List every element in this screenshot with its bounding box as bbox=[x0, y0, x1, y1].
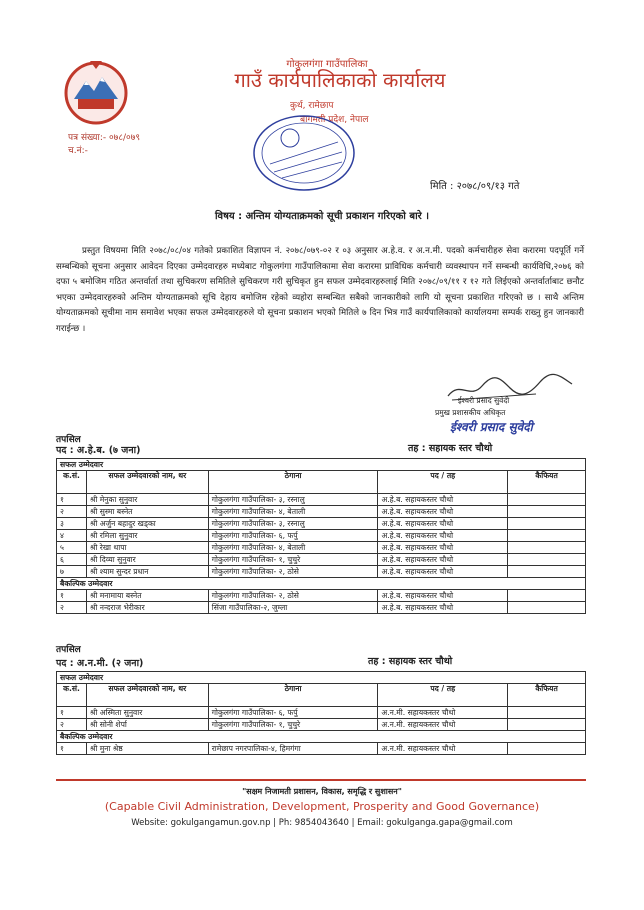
cell-remarks bbox=[508, 506, 586, 518]
cell-name: श्री रमिला सुनुवार bbox=[86, 530, 208, 542]
table-row bbox=[57, 602, 586, 614]
table-row bbox=[57, 494, 586, 506]
cell-remarks bbox=[508, 602, 586, 614]
letter-date: मिति : २०७८/०९/१३ गते bbox=[430, 181, 520, 192]
table-row bbox=[57, 719, 586, 731]
post-level: तह : सहायक स्तर चौथो bbox=[408, 443, 493, 454]
cell-name: श्री मनामाया बस्नेत bbox=[86, 590, 208, 602]
office-name-small: गोकुलगंगा गाउँपालिका bbox=[286, 59, 368, 70]
signatory-name: ईश्वरी प्रसाद सुवेदी bbox=[458, 396, 510, 405]
cell-post: अ.हे.ब. सहायकस्तर चौथो bbox=[378, 518, 508, 530]
group-title: बैकल्पिक उम्मेदवार bbox=[57, 731, 586, 743]
cell-remarks bbox=[508, 566, 586, 578]
candidate-table bbox=[56, 458, 586, 614]
cell-address: गोकुलगंगा गाउँपालिका- ३, रस्नालु bbox=[208, 518, 378, 530]
cell-no: ६ bbox=[57, 554, 87, 566]
cell-address: सिंजा गाउँपालिका-२, जुम्ला bbox=[208, 602, 378, 614]
cell-no: ५ bbox=[57, 542, 87, 554]
cell-remarks bbox=[508, 518, 586, 530]
header-cell: कैफियत bbox=[508, 471, 586, 494]
footer-motto-nepali: "सक्षम निजामती प्रशासन, विकास, समृद्धि र सुशासन" bbox=[242, 787, 402, 796]
cell-post: अ.हे.ब. सहायकस्तर चौथो bbox=[378, 530, 508, 542]
cell-name: श्री रेखा थापा bbox=[86, 542, 208, 554]
section-label: तपसिल bbox=[56, 645, 81, 655]
cell-post: अ.हे.ब. सहायकस्तर चौथो bbox=[378, 506, 508, 518]
cell-address: गोकुलगंगा गाउँपालिका- २, ठोसे bbox=[208, 590, 378, 602]
cell-remarks bbox=[508, 719, 586, 731]
cell-post: अ.हे.ब. सहायकस्तर चौथो bbox=[378, 554, 508, 566]
cell-address: गोकुलगंगा गाउँपालिका- १, चुचुरे bbox=[208, 719, 378, 731]
cell-no: १ bbox=[57, 707, 87, 719]
cell-post: अ.न.मी. सहायकस्तर चौथो bbox=[378, 719, 508, 731]
cell-address: गोकुलगंगा गाउँपालिका- ६, फर्पु bbox=[208, 530, 378, 542]
header-cell: क.सं. bbox=[57, 684, 87, 707]
group-title: सफल उम्मेदवार bbox=[57, 459, 586, 471]
header-cell: क.सं. bbox=[57, 471, 87, 494]
signatory-name-stamp: ईश्वरी प्रसाद सुवेदी bbox=[450, 420, 533, 434]
cell-no: ३ bbox=[57, 518, 87, 530]
table-row bbox=[57, 707, 586, 719]
group-title: बैकल्पिक उम्मेदवार bbox=[57, 578, 586, 590]
cell-address: गोकुलगंगा गाउँपालिका- ६, फर्पु bbox=[208, 707, 378, 719]
cell-address: गोकुलगंगा गाउँपालिका- ४, बेताली bbox=[208, 506, 378, 518]
footer-contact: Website: gokulgangamun.gov.np | Ph: 9854043640 | Email: gokulganga.gapa@gmail.com bbox=[131, 818, 513, 828]
cell-remarks bbox=[508, 494, 586, 506]
candidate-table bbox=[56, 671, 586, 755]
cell-no: २ bbox=[57, 719, 87, 731]
group-row bbox=[57, 672, 586, 684]
cell-remarks bbox=[508, 743, 586, 755]
signatory-title: प्रमुख प्रशासकीय अधिकृत bbox=[435, 408, 506, 417]
table-row bbox=[57, 566, 586, 578]
header-cell: सफल उम्मेदवारको नाम, थर bbox=[86, 684, 208, 707]
cell-post: अ.न.मी. सहायकस्तर चौथो bbox=[378, 707, 508, 719]
letter-subject: विषय : अन्तिम योग्यताक्रमको सूची प्रकाशन गरिएको बारे । bbox=[214, 211, 430, 222]
footer-motto-english: (Capable Civil Administration, Development, Prosperity and Good Governance) bbox=[104, 800, 540, 813]
table-row bbox=[57, 554, 586, 566]
cell-no: १ bbox=[57, 743, 87, 755]
cell-no: ४ bbox=[57, 530, 87, 542]
cell-no: २ bbox=[57, 602, 87, 614]
cell-post: अ.हे.ब. सहायकस्तर चौथो bbox=[378, 494, 508, 506]
cell-name: श्री दिव्या सुनुवार bbox=[86, 554, 208, 566]
cell-no: ७ bbox=[57, 566, 87, 578]
cell-name: श्री अर्जुन बहादुर खड्का bbox=[86, 518, 208, 530]
header-cell: ठेगाना bbox=[208, 471, 378, 494]
office-stamp bbox=[250, 112, 358, 194]
post-title: पद : अ.न.मी. (२ जना) bbox=[56, 658, 144, 669]
cell-name: श्री सुस्मा बस्नेत bbox=[86, 506, 208, 518]
table-row bbox=[57, 530, 586, 542]
cell-post: अ.न.मी. सहायकस्तर चौथो bbox=[378, 743, 508, 755]
header-cell: पद / तह bbox=[378, 684, 508, 707]
table-row bbox=[57, 542, 586, 554]
table-row bbox=[57, 743, 586, 755]
post-level: तह : सहायक स्तर चौथो bbox=[368, 656, 453, 667]
header-cell: पद / तह bbox=[378, 471, 508, 494]
cell-name: श्री श्याम सुन्दर प्रधान bbox=[86, 566, 208, 578]
cell-name: श्री नन्दराज भेरीकार bbox=[86, 602, 208, 614]
cell-address: रामेछाप नगरपालिका-४, हिमगंगा bbox=[208, 743, 378, 755]
letter-body: प्रस्तुत विषयमा मिति २०७८/०८/०४ गतेको प्रकाशित विज्ञापन नं. २०७८/०७९-०२ र ०३ अनुसार अ.हे.व. र अ.न.मी. पदको कर्मचारीहरु सेवा करारमा पदपूर्ति गर्ने सम्बन्धिको सूचना अनुसार आवेदन दिएका उम्मेदवारहरु मध्येबाट गोकुलगंगा गाउँपालिकामा सेवा करारमा प्राविधिक कर्मचारी व्यवस्थापन गर्ने सम्बन्धी कार्यविधि,२०७६ को दफा ५ बमोजिम गठित अन्तर्वार्ता तथा सुचिकरण समितिले सुचिकरण गरी सुचिकृत हुन सफल उम्मेदवारहरुलाई मिति २०७८/०९/११ र १२ गते लिईएको अन्तर्वार्ताबाट छनौट भएका उम्मेदवारहरुको अन्तिम योग्यताक्रमको सूचि देहाय बमोजिम रहेको व्यहोरा सम्बन्धित सबैको जानकारीको लागि यो सूचना प्रकाशित गरिएको छ । साथै अन्तिम योग्यताक्रमको सूचीमा नाम समावेश भएका सफल उम्मेदवारहरुले यो सूचना प्रकाशन भएको मितिले ७ दिन भित्र गाउँ कार्यपालिकाको कार्यालयमा सम्पर्क राख्नु हुन जानकारी गराईन्छ । bbox=[56, 246, 584, 334]
header-cell: ठेगाना bbox=[208, 684, 378, 707]
cell-remarks bbox=[508, 707, 586, 719]
footer-divider bbox=[56, 779, 586, 781]
cell-address: गोकुलगंगा गाउँपालिका- ३, रस्नालु bbox=[208, 494, 378, 506]
cell-no: १ bbox=[57, 590, 87, 602]
cell-remarks bbox=[508, 542, 586, 554]
table-row bbox=[57, 590, 586, 602]
cell-post: अ.हे.ब. सहायकस्तर चौथो bbox=[378, 602, 508, 614]
cell-address: गोकुलगंगा गाउँपालिका- ४, बेताली bbox=[208, 542, 378, 554]
cell-name: श्री अस्मिता सुनुवार bbox=[86, 707, 208, 719]
office-location-line1: कुर्थ, रामेछाप bbox=[290, 101, 334, 111]
cell-name: श्री सोनी शेर्पा bbox=[86, 719, 208, 731]
cell-remarks bbox=[508, 554, 586, 566]
cell-post: अ.हे.ब. सहायकस्तर चौथो bbox=[378, 590, 508, 602]
table-header-row bbox=[57, 684, 586, 707]
office-location-line2: बागमती प्रदेश, नेपाल bbox=[300, 115, 369, 125]
table-row bbox=[57, 506, 586, 518]
cell-address: गोकुलगंगा गाउँपालिका- २, ठोसे bbox=[208, 566, 378, 578]
section-label: तपसिल bbox=[56, 435, 81, 445]
cell-name: श्री मुना श्रेष्ठ bbox=[86, 743, 208, 755]
cell-post: अ.हे.ब. सहायकस्तर चौथो bbox=[378, 542, 508, 554]
cell-remarks bbox=[508, 530, 586, 542]
group-row bbox=[57, 459, 586, 471]
reference-number: पत्र संख्या:- ०७८/०७९ bbox=[68, 133, 141, 143]
post-title: पद : अ.हे.ब. (७ जना) bbox=[56, 445, 141, 456]
group-row bbox=[57, 578, 586, 590]
header-cell: कैफियत bbox=[508, 684, 586, 707]
table-header-row bbox=[57, 471, 586, 494]
header-cell: सफल उम्मेदवारको नाम, थर bbox=[86, 471, 208, 494]
table-row bbox=[57, 518, 586, 530]
office-title: गाउँ कार्यपालिकाको कार्यालय bbox=[234, 68, 446, 92]
cell-no: २ bbox=[57, 506, 87, 518]
cell-name: श्री मेनुका सुनुवार bbox=[86, 494, 208, 506]
cell-no: १ bbox=[57, 494, 87, 506]
dispatch-number: च.नं:- bbox=[68, 146, 88, 156]
group-row bbox=[57, 731, 586, 743]
cell-remarks bbox=[508, 590, 586, 602]
group-title: सफल उम्मेदवार bbox=[57, 672, 586, 684]
cell-post: अ.हे.ब. सहायकस्तर चौथो bbox=[378, 566, 508, 578]
cell-address: गोकुलगंगा गाउँपालिका- १, चुचुरे bbox=[208, 554, 378, 566]
